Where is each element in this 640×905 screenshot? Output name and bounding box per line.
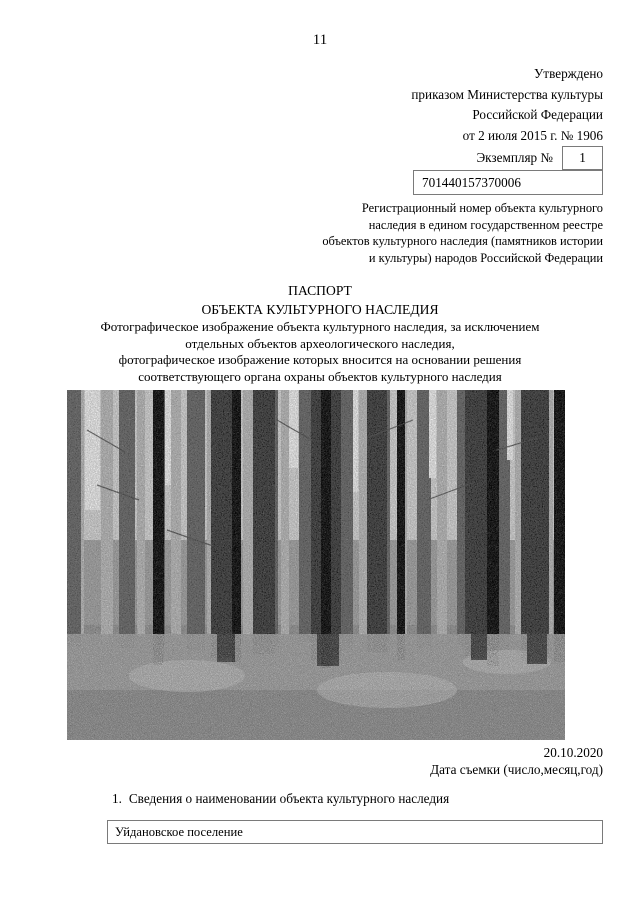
photo-instruction-note bbox=[60, 319, 580, 385]
registry-number-field[interactable]: 701440157370006 bbox=[413, 170, 603, 195]
section-1-title: Сведения о наименовании объекта культурного наследия bbox=[128, 791, 450, 806]
photo-note-line-1: Фотографическое изображение объекта культурного наследия, за исключением bbox=[100, 319, 540, 334]
section-1-heading bbox=[112, 790, 449, 808]
approval-line-2: приказом Министерства культуры bbox=[411, 86, 603, 102]
title-line-1: ПАСПОРТ bbox=[288, 283, 352, 298]
photo-note-line-3: фотографическое изображение которых вносится на основании решения bbox=[118, 352, 522, 367]
copy-number-field[interactable]: 1 bbox=[562, 146, 603, 170]
photo-note-line-2: отдельных объектов археологического наследия, bbox=[185, 335, 455, 351]
copy-number-row bbox=[300, 146, 603, 170]
approval-line-3: Российской Федерации bbox=[472, 107, 603, 122]
page-number: 11 bbox=[312, 32, 328, 48]
heritage-object-name-field[interactable]: Уйдановское поселение bbox=[107, 820, 603, 844]
photo-date: 20.10.2020 bbox=[543, 745, 603, 760]
title-line-2: ОБЪЕКТА КУЛЬТУРНОГО НАСЛЕДИЯ bbox=[201, 301, 439, 317]
registry-caption-line-2: наследия в едином государственном реестре bbox=[368, 217, 603, 232]
copy-number-label: Экземпляр № bbox=[476, 150, 553, 165]
photo-date-label: Дата съемки (число,месяц,год) bbox=[430, 762, 603, 777]
registry-caption-line-3: объектов культурного наследия (памятников истории bbox=[322, 234, 603, 248]
approval-line-1: Утверждено bbox=[533, 66, 603, 81]
registry-caption-line-1: Регистрационный номер объекта культурного bbox=[361, 201, 603, 215]
registry-caption-line-4: и культуры) народов Российской Федерации bbox=[368, 250, 603, 265]
section-1-number: 1. bbox=[112, 791, 122, 806]
page-title bbox=[0, 282, 640, 319]
approval-line-4: от 2 июля 2015 г. № 1906 bbox=[462, 127, 603, 143]
forest-photo-graphic bbox=[67, 390, 565, 740]
registry-number-caption bbox=[240, 200, 603, 266]
approval-block bbox=[240, 64, 603, 146]
photo-note-line-4: соответствующего органа охраны объектов культурного наследия bbox=[138, 368, 502, 384]
heritage-site-photograph bbox=[67, 390, 565, 740]
